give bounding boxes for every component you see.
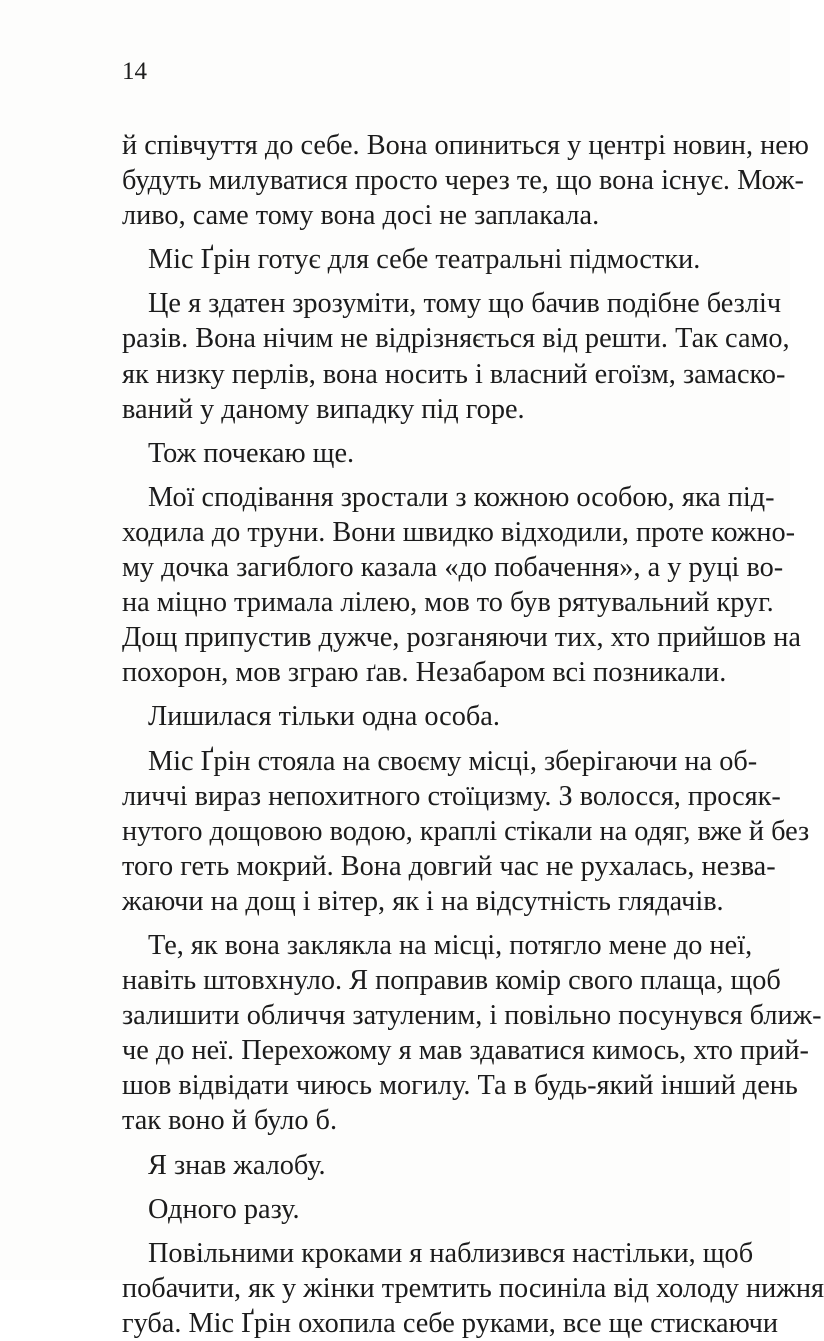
text-line: похорон, мов зграю ґав. Незабаром всі позникали. <box>122 657 727 689</box>
text-line: побачити, як у жінки тремтить посиніла від холоду нижня <box>122 1272 824 1304</box>
text-line: че до неї. Перехожому я мав здаватися кимось, хто прий- <box>122 1035 809 1067</box>
text-line: як низку перлів, вона носить і власний егоїзм, замаско- <box>122 358 786 390</box>
text-line: ходила до труни. Вони швидко відходили, проте кожно- <box>122 516 796 548</box>
text-line: так воно й було б. <box>122 1105 338 1137</box>
text-line: Міс Ґрін готує для себе театральні підмостки. <box>148 244 701 276</box>
text-line: Лишилася тільки одна особа. <box>148 701 500 733</box>
text-line: му дочка загиблого казала «до побачення», а у руці во- <box>122 552 784 584</box>
text-line: жаючи на дощ і вітер, як і на відсутність глядачів. <box>122 885 724 917</box>
text-line: того геть мокрий. Вона довгий час не рухалась, незва- <box>122 850 776 882</box>
text-line: Дощ припустив дужче, розганяючи тих, хто прийшов на <box>122 622 801 654</box>
text-line: ливо, саме тому вона досі не заплакала. <box>122 200 600 232</box>
text-line: Одного разу. <box>148 1193 300 1225</box>
text-line: Мої сподівання зростали з кожною особою, яка під- <box>148 481 775 513</box>
text-line: губа. Міс Ґрін охопила себе руками, все ще стискаючи <box>122 1307 779 1339</box>
text-line: шов відвідати чиюсь могилу. Та в будь-який інший день <box>122 1070 798 1102</box>
text-line: будуть милуватися просто через те, що вона існує. Мож- <box>122 165 804 197</box>
text-line: залишити обличчя затуленим, і повільно посунувся ближ- <box>122 1000 822 1032</box>
text-line: й співчуття до себе. Вона опиниться у центрі новин, нею <box>122 130 809 161</box>
text-line: ваний у даному випадку під горе. <box>122 393 525 425</box>
text-line: Повільними кроками я наблизився настільки, щоб <box>148 1237 754 1269</box>
text-line: Міс Ґрін стояла на своєму місці, зберігаючи на об- <box>148 745 758 777</box>
text-line: Тож почекаю ще. <box>148 437 355 469</box>
text-line: нутого дощовою водою, краплі стікали на одяг, вже й без <box>122 815 810 847</box>
text-line: Я знав жалобу. <box>148 1149 326 1181</box>
text-line: личчі вираз непохитного стоїцизму. З волосся, просяк- <box>122 780 781 812</box>
text-line: на міцно тримала лілею, мов то був рятувальний круг. <box>122 587 774 619</box>
text-line: Це я здатен зрозуміти, тому що бачив подібне безліч <box>148 288 782 320</box>
text-line: Те, як вона заклякла на місці, потягло мене до неї, <box>148 929 753 961</box>
text-line: навіть штовхнуло. Я поправив комір свого плаща, щоб <box>122 965 781 997</box>
page-number: 14 <box>122 58 147 85</box>
body-text <box>122 128 824 1341</box>
text-line: разів. Вона нічим не відрізняється від решти. Так само, <box>122 323 790 355</box>
